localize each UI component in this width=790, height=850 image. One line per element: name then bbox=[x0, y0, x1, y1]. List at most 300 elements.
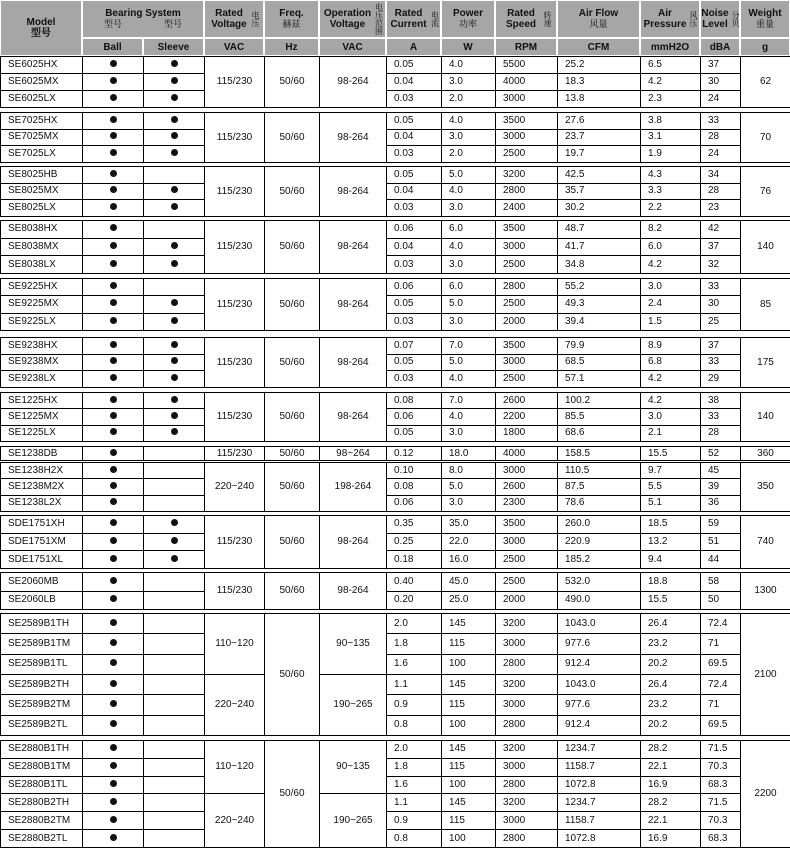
table-row bbox=[1, 313, 790, 330]
weight-cell: 2100 bbox=[741, 614, 790, 736]
model-cell: SE1225LX bbox=[1, 425, 83, 441]
ball-cell bbox=[83, 238, 144, 256]
rated-speed-cell: 3000 bbox=[496, 354, 558, 371]
sleeve-cell bbox=[144, 354, 205, 371]
rated-speed-cell: 2300 bbox=[496, 495, 558, 511]
air-pressure-cell: 26.4 bbox=[641, 674, 701, 694]
rated-current-cell: 0.03 bbox=[387, 91, 442, 108]
noise-level-cell: 42 bbox=[701, 221, 741, 239]
rated-current-cell: 0.10 bbox=[387, 463, 442, 479]
ball-cell bbox=[83, 113, 144, 130]
model-group-table bbox=[0, 515, 790, 569]
header-air-flow bbox=[557, 0, 640, 38]
table-row bbox=[1, 715, 790, 735]
operation-voltage-cell: 98~264 bbox=[320, 447, 387, 461]
model-cell: SE8025LX bbox=[1, 200, 83, 217]
air-flow-cell: 57.1 bbox=[558, 371, 641, 388]
noise-level-cell: 71 bbox=[701, 634, 741, 654]
header-weight-cn: 重量 bbox=[755, 19, 774, 29]
unit-rpm: RPM bbox=[514, 41, 538, 53]
ball-bearing-dot-icon bbox=[110, 94, 117, 101]
sleeve-bearing-dot-icon bbox=[171, 555, 178, 562]
air-flow-cell: 78.6 bbox=[558, 495, 641, 511]
table-row bbox=[1, 167, 790, 184]
frequency-cell: 50/60 bbox=[265, 741, 320, 848]
ball-cell bbox=[83, 183, 144, 200]
sleeve-cell bbox=[144, 238, 205, 256]
header-noise-unit bbox=[700, 38, 740, 56]
air-pressure-cell: 6.8 bbox=[641, 354, 701, 371]
rated-voltage-cell: 115/230 bbox=[205, 393, 265, 442]
frequency-cell: 50/60 bbox=[265, 57, 320, 108]
sleeve-bearing-dot-icon bbox=[171, 299, 178, 306]
power-cell: 5.0 bbox=[442, 354, 496, 371]
noise-level-cell: 30 bbox=[701, 74, 741, 91]
weight-cell: 140 bbox=[741, 393, 790, 442]
rated-speed-cell: 2000 bbox=[496, 591, 558, 610]
model-group-table bbox=[0, 220, 790, 274]
ball-cell bbox=[83, 279, 144, 296]
rated-current-cell: 1.6 bbox=[387, 776, 442, 794]
rated-voltage-cell: 220~240 bbox=[205, 674, 265, 735]
air-flow-cell: 1043.0 bbox=[558, 674, 641, 694]
ball-cell bbox=[83, 129, 144, 146]
model-cell: SE9225LX bbox=[1, 313, 83, 330]
header-freq-label: Freq. bbox=[279, 8, 304, 19]
power-cell: 4.0 bbox=[442, 409, 496, 425]
noise-level-cell: 28 bbox=[701, 129, 741, 146]
rated-current-cell: 0.07 bbox=[387, 338, 442, 355]
model-cell: SE2589B1TH bbox=[1, 614, 83, 634]
power-cell: 3.0 bbox=[442, 495, 496, 511]
ball-bearing-dot-icon bbox=[110, 224, 117, 231]
sleeve-cell bbox=[144, 551, 205, 569]
sleeve-bearing-dot-icon bbox=[171, 396, 178, 403]
sleeve-cell bbox=[144, 463, 205, 479]
ball-cell bbox=[83, 495, 144, 511]
table-row bbox=[1, 495, 790, 511]
air-flow-cell: 79.9 bbox=[558, 338, 641, 355]
air-flow-cell: 55.2 bbox=[558, 279, 641, 296]
table-row bbox=[1, 812, 790, 830]
rated-speed-cell: 3500 bbox=[496, 516, 558, 534]
ball-cell bbox=[83, 634, 144, 654]
header-weight-unit bbox=[740, 38, 790, 56]
rated-speed-cell: 2600 bbox=[496, 393, 558, 409]
noise-level-cell: 72.4 bbox=[701, 674, 741, 694]
rated-speed-cell: 4000 bbox=[496, 447, 558, 461]
ball-bearing-dot-icon bbox=[110, 116, 117, 123]
noise-level-cell: 69.5 bbox=[701, 715, 741, 735]
ball-cell bbox=[83, 614, 144, 634]
table-row bbox=[1, 354, 790, 371]
noise-level-cell: 59 bbox=[701, 516, 741, 534]
rated-voltage-cell: 115/230 bbox=[205, 573, 265, 610]
noise-level-cell: 34 bbox=[701, 167, 741, 184]
ball-cell bbox=[83, 794, 144, 812]
rated-voltage-cell: 110~120 bbox=[205, 741, 265, 794]
air-pressure-cell: 5.5 bbox=[641, 479, 701, 495]
frequency-cell: 50/60 bbox=[265, 113, 320, 163]
air-flow-cell: 912.4 bbox=[558, 654, 641, 674]
rated-current-cell: 0.18 bbox=[387, 551, 442, 569]
table-row bbox=[1, 425, 790, 441]
rated-current-cell: 0.05 bbox=[387, 113, 442, 130]
rated-current-cell: 0.05 bbox=[387, 296, 442, 313]
rated-current-cell: 2.0 bbox=[387, 614, 442, 634]
model-cell: SE1225HX bbox=[1, 393, 83, 409]
air-flow-cell: 68.6 bbox=[558, 425, 641, 441]
ball-cell bbox=[83, 551, 144, 569]
header-sleeve-label: Sleeve bbox=[157, 41, 190, 53]
air-pressure-cell: 22.1 bbox=[641, 758, 701, 776]
model-group bbox=[0, 112, 790, 163]
sleeve-bearing-dot-icon bbox=[171, 132, 178, 139]
power-cell: 7.0 bbox=[442, 338, 496, 355]
header-air-pressure-unit bbox=[640, 38, 700, 56]
operation-voltage-cell: 98-264 bbox=[320, 338, 387, 388]
rated-speed-cell: 3000 bbox=[496, 758, 558, 776]
table-row bbox=[1, 338, 790, 355]
noise-level-cell: 25 bbox=[701, 313, 741, 330]
model-group-table bbox=[0, 337, 790, 388]
sleeve-cell bbox=[144, 695, 205, 715]
model-group bbox=[0, 740, 790, 848]
table-row bbox=[1, 794, 790, 812]
table-row bbox=[1, 776, 790, 794]
noise-level-cell: 69.5 bbox=[701, 654, 741, 674]
ball-bearing-dot-icon bbox=[110, 762, 117, 769]
noise-level-cell: 37 bbox=[701, 57, 741, 74]
header-power-cn: 功率 bbox=[458, 19, 477, 29]
sleeve-cell bbox=[144, 74, 205, 91]
rated-voltage-cell: 115/230 bbox=[205, 279, 265, 331]
weight-cell: 85 bbox=[741, 279, 790, 331]
header-sleeve bbox=[143, 38, 204, 56]
ball-bearing-dot-icon bbox=[110, 720, 117, 727]
ball-bearing-dot-icon bbox=[110, 619, 117, 626]
power-cell: 5.0 bbox=[442, 167, 496, 184]
weight-cell: 76 bbox=[741, 167, 790, 217]
ball-cell bbox=[83, 447, 144, 461]
air-flow-cell: 42.5 bbox=[558, 167, 641, 184]
header-model-label: Model bbox=[26, 17, 56, 28]
air-pressure-cell: 3.0 bbox=[641, 409, 701, 425]
header-air-pressure-cn: 风压 bbox=[689, 11, 698, 27]
ball-bearing-dot-icon bbox=[110, 700, 117, 707]
header-rated-current-unit bbox=[386, 38, 441, 56]
model-cell: SE6025HX bbox=[1, 57, 83, 74]
table-row bbox=[1, 573, 790, 592]
ball-bearing-dot-icon bbox=[110, 449, 117, 456]
table-row bbox=[1, 238, 790, 256]
sleeve-cell bbox=[144, 591, 205, 610]
air-flow-cell: 532.0 bbox=[558, 573, 641, 592]
model-cell: SE6025LX bbox=[1, 91, 83, 108]
noise-level-cell: 52 bbox=[701, 447, 741, 461]
air-pressure-cell: 2.4 bbox=[641, 296, 701, 313]
air-flow-cell: 49.3 bbox=[558, 296, 641, 313]
header-op-voltage-cn: 电压范围 bbox=[374, 3, 384, 35]
frequency-cell: 50/60 bbox=[265, 447, 320, 461]
air-pressure-cell: 20.2 bbox=[641, 654, 701, 674]
sleeve-cell bbox=[144, 221, 205, 239]
noise-level-cell: 68.3 bbox=[701, 830, 741, 848]
ball-bearing-dot-icon bbox=[110, 149, 117, 156]
rated-current-cell: 0.25 bbox=[387, 533, 442, 551]
ball-bearing-dot-icon bbox=[110, 482, 117, 489]
header-model bbox=[0, 0, 82, 56]
air-pressure-cell: 3.1 bbox=[641, 129, 701, 146]
rated-current-cell: 0.06 bbox=[387, 221, 442, 239]
power-cell: 3.0 bbox=[442, 256, 496, 274]
air-flow-cell: 27.6 bbox=[558, 113, 641, 130]
model-cell: SE9238LX bbox=[1, 371, 83, 388]
model-group bbox=[0, 392, 790, 442]
header-weight bbox=[740, 0, 790, 38]
sleeve-cell bbox=[144, 516, 205, 534]
power-cell: 145 bbox=[442, 741, 496, 759]
weight-cell: 2200 bbox=[741, 741, 790, 848]
frequency-cell: 50/60 bbox=[265, 614, 320, 736]
header-ball bbox=[82, 38, 143, 56]
power-cell: 115 bbox=[442, 812, 496, 830]
rated-current-cell: 0.05 bbox=[387, 354, 442, 371]
header-bearing-label: Bearing System bbox=[105, 8, 181, 19]
header-air-flow-unit bbox=[557, 38, 640, 56]
ball-bearing-dot-icon bbox=[110, 680, 117, 687]
noise-level-cell: 28 bbox=[701, 183, 741, 200]
table-row bbox=[1, 463, 790, 479]
power-cell: 115 bbox=[442, 695, 496, 715]
sleeve-cell bbox=[144, 371, 205, 388]
air-pressure-cell: 18.8 bbox=[641, 573, 701, 592]
model-cell: SE8038LX bbox=[1, 256, 83, 274]
power-cell: 115 bbox=[442, 758, 496, 776]
sleeve-bearing-dot-icon bbox=[171, 412, 178, 419]
air-pressure-cell: 3.3 bbox=[641, 183, 701, 200]
air-flow-cell: 977.6 bbox=[558, 634, 641, 654]
operation-voltage-cell: 198-264 bbox=[320, 463, 387, 512]
ball-bearing-dot-icon bbox=[110, 299, 117, 306]
power-cell: 4.0 bbox=[442, 57, 496, 74]
ball-cell bbox=[83, 830, 144, 848]
noise-level-cell: 44 bbox=[701, 551, 741, 569]
rated-speed-cell: 3000 bbox=[496, 533, 558, 551]
power-cell: 145 bbox=[442, 614, 496, 634]
rated-current-cell: 1.8 bbox=[387, 758, 442, 776]
air-flow-cell: 1072.8 bbox=[558, 776, 641, 794]
power-cell: 3.0 bbox=[442, 313, 496, 330]
model-cell: SE8025MX bbox=[1, 183, 83, 200]
ball-bearing-dot-icon bbox=[110, 60, 117, 67]
model-cell: SE9225HX bbox=[1, 279, 83, 296]
model-cell: SE2589B2TH bbox=[1, 674, 83, 694]
sleeve-cell bbox=[144, 409, 205, 425]
air-flow-cell: 1072.8 bbox=[558, 830, 641, 848]
ball-cell bbox=[83, 591, 144, 610]
model-group-table bbox=[0, 392, 790, 442]
model-group-table bbox=[0, 112, 790, 163]
model-cell: SE6025MX bbox=[1, 74, 83, 91]
air-pressure-cell: 9.4 bbox=[641, 551, 701, 569]
frequency-cell: 50/60 bbox=[265, 167, 320, 217]
power-cell: 3.0 bbox=[442, 74, 496, 91]
air-flow-cell: 13.8 bbox=[558, 91, 641, 108]
model-cell: SE2880B2TL bbox=[1, 830, 83, 848]
model-group-table bbox=[0, 613, 790, 736]
model-group-table bbox=[0, 446, 790, 461]
unit-mmh2o: mmH2O bbox=[650, 41, 690, 53]
rated-current-cell: 0.04 bbox=[387, 238, 442, 256]
ball-cell bbox=[83, 354, 144, 371]
rated-current-cell: 0.06 bbox=[387, 279, 442, 296]
rated-current-cell: 0.05 bbox=[387, 57, 442, 74]
power-cell: 6.0 bbox=[442, 221, 496, 239]
rated-current-cell: 0.08 bbox=[387, 393, 442, 409]
header-bearing-cn-right: 型号 bbox=[163, 19, 182, 29]
power-cell: 25.0 bbox=[442, 591, 496, 610]
air-pressure-cell: 6.0 bbox=[641, 238, 701, 256]
frequency-cell: 50/60 bbox=[265, 463, 320, 512]
ball-bearing-dot-icon bbox=[110, 77, 117, 84]
air-pressure-cell: 5.1 bbox=[641, 495, 701, 511]
frequency-cell: 50/60 bbox=[265, 516, 320, 569]
model-group bbox=[0, 613, 790, 736]
rated-speed-cell: 2800 bbox=[496, 279, 558, 296]
power-cell: 7.0 bbox=[442, 393, 496, 409]
ball-cell bbox=[83, 715, 144, 735]
frequency-cell: 50/60 bbox=[265, 393, 320, 442]
ball-bearing-dot-icon bbox=[110, 834, 117, 841]
table-row bbox=[1, 393, 790, 409]
sleeve-cell bbox=[144, 296, 205, 313]
model-cell: SE2589B2TL bbox=[1, 715, 83, 735]
table-row bbox=[1, 758, 790, 776]
noise-level-cell: 33 bbox=[701, 354, 741, 371]
header-freq-cn: 赫兹 bbox=[282, 19, 301, 29]
sleeve-bearing-dot-icon bbox=[171, 94, 178, 101]
air-flow-cell: 23.7 bbox=[558, 129, 641, 146]
table-row bbox=[1, 256, 790, 274]
air-pressure-cell: 4.3 bbox=[641, 167, 701, 184]
air-pressure-cell: 4.2 bbox=[641, 393, 701, 409]
sleeve-cell bbox=[144, 183, 205, 200]
ball-cell bbox=[83, 463, 144, 479]
ball-bearing-dot-icon bbox=[110, 577, 117, 584]
air-flow-cell: 1158.7 bbox=[558, 812, 641, 830]
air-pressure-cell: 26.4 bbox=[641, 614, 701, 634]
table-row bbox=[1, 57, 790, 74]
air-flow-cell: 39.4 bbox=[558, 313, 641, 330]
air-flow-cell: 490.0 bbox=[558, 591, 641, 610]
sleeve-cell bbox=[144, 91, 205, 108]
power-cell: 3.0 bbox=[442, 425, 496, 441]
air-pressure-cell: 4.2 bbox=[641, 256, 701, 274]
air-pressure-cell: 1.5 bbox=[641, 313, 701, 330]
rated-speed-cell: 2500 bbox=[496, 256, 558, 274]
unit-cfm: CFM bbox=[587, 41, 610, 53]
ball-bearing-dot-icon bbox=[110, 639, 117, 646]
rated-speed-cell: 2000 bbox=[496, 313, 558, 330]
ball-bearing-dot-icon bbox=[110, 396, 117, 403]
noise-level-cell: 32 bbox=[701, 256, 741, 274]
ball-bearing-dot-icon bbox=[110, 357, 117, 364]
noise-level-cell: 71 bbox=[701, 695, 741, 715]
sleeve-bearing-dot-icon bbox=[171, 537, 178, 544]
ball-cell bbox=[83, 479, 144, 495]
ball-cell bbox=[83, 812, 144, 830]
model-group bbox=[0, 278, 790, 331]
air-flow-cell: 100.2 bbox=[558, 393, 641, 409]
ball-cell bbox=[83, 256, 144, 274]
rated-current-cell: 0.03 bbox=[387, 200, 442, 217]
operation-voltage-cell: 98-264 bbox=[320, 279, 387, 331]
ball-cell bbox=[83, 221, 144, 239]
header-freq-unit bbox=[264, 38, 319, 56]
sleeve-cell bbox=[144, 338, 205, 355]
noise-level-cell: 39 bbox=[701, 479, 741, 495]
table-row bbox=[1, 533, 790, 551]
noise-level-cell: 71.5 bbox=[701, 741, 741, 759]
air-pressure-cell: 4.2 bbox=[641, 371, 701, 388]
header-rated-voltage-unit bbox=[204, 38, 264, 56]
ball-cell bbox=[83, 74, 144, 91]
air-flow-cell: 85.5 bbox=[558, 409, 641, 425]
header-op-voltage-unit bbox=[319, 38, 386, 56]
model-cell: SDE1751XM bbox=[1, 533, 83, 551]
unit-w: W bbox=[463, 41, 473, 53]
sleeve-cell bbox=[144, 674, 205, 694]
operation-voltage-cell: 98-264 bbox=[320, 573, 387, 610]
table-row bbox=[1, 654, 790, 674]
ball-cell bbox=[83, 200, 144, 217]
sleeve-cell bbox=[144, 794, 205, 812]
model-group bbox=[0, 446, 790, 461]
table-row bbox=[1, 74, 790, 91]
noise-level-cell: 38 bbox=[701, 393, 741, 409]
air-flow-cell: 1234.7 bbox=[558, 794, 641, 812]
ball-bearing-dot-icon bbox=[110, 317, 117, 324]
unit-vac-op: VAC bbox=[342, 41, 363, 53]
power-cell: 100 bbox=[442, 715, 496, 735]
ball-cell bbox=[83, 533, 144, 551]
air-flow-cell: 19.7 bbox=[558, 146, 641, 163]
rated-speed-cell: 1800 bbox=[496, 425, 558, 441]
rated-current-cell: 0.8 bbox=[387, 715, 442, 735]
sleeve-bearing-dot-icon bbox=[171, 77, 178, 84]
rated-current-cell: 0.8 bbox=[387, 830, 442, 848]
air-flow-cell: 158.5 bbox=[558, 447, 641, 461]
header-rated-speed-label: Rated Speed bbox=[505, 8, 536, 30]
rated-speed-cell: 3200 bbox=[496, 614, 558, 634]
header-air-pressure-label: Air Pressure bbox=[643, 8, 687, 30]
frequency-cell: 50/60 bbox=[265, 221, 320, 274]
power-cell: 100 bbox=[442, 654, 496, 674]
power-cell: 6.0 bbox=[442, 279, 496, 296]
rated-speed-cell: 2500 bbox=[496, 551, 558, 569]
rated-voltage-cell: 220~240 bbox=[205, 463, 265, 512]
rated-current-cell: 0.04 bbox=[387, 129, 442, 146]
operation-voltage-cell: 90~135 bbox=[320, 741, 387, 794]
table-row bbox=[1, 674, 790, 694]
air-pressure-cell: 1.9 bbox=[641, 146, 701, 163]
air-flow-cell: 220.9 bbox=[558, 533, 641, 551]
noise-level-cell: 33 bbox=[701, 409, 741, 425]
unit-dba: dBA bbox=[709, 41, 731, 53]
table-row bbox=[1, 551, 790, 569]
header-op-voltage-label: Operation Voltage bbox=[323, 8, 372, 30]
